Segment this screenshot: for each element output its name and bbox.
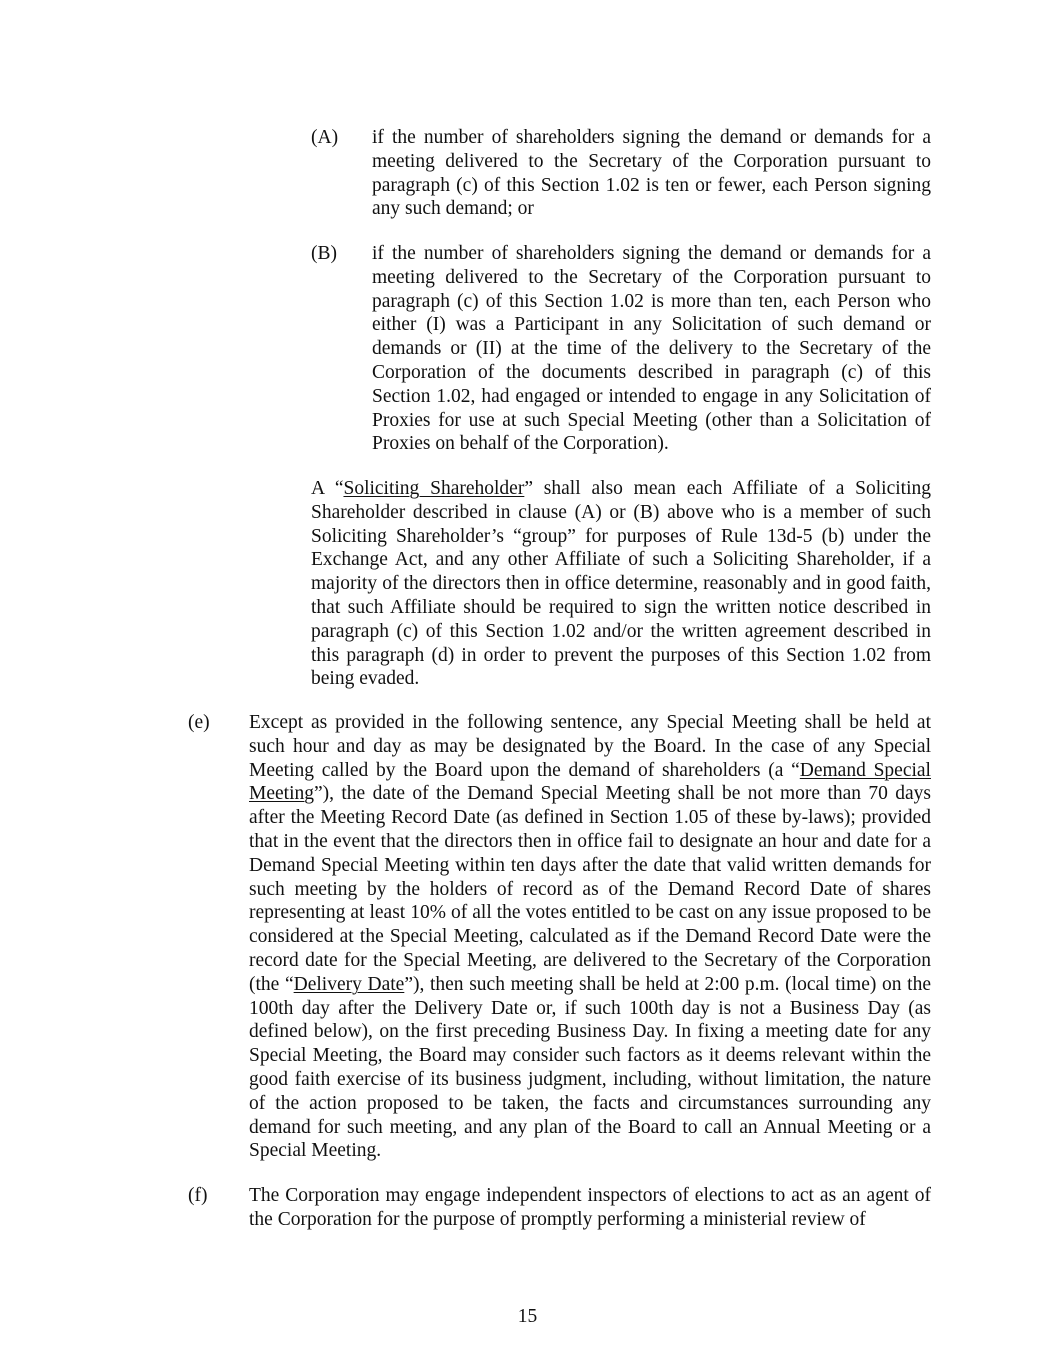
clause-a-text: if the number of shareholders signing the demand or demands for a meeting delivered to the Secretary of the Corporation pursuant to paragraph (c) of this Section 1.02 is ten or fewer, each Person signing any such demand; or bbox=[372, 127, 931, 220]
clause-b-label: (B) bbox=[311, 243, 337, 264]
page-number: 15 bbox=[517, 1306, 538, 1327]
paragraph-e-part2: ”), the date of the Demand Special Meeting shall be not more than 70 days after the Meeting Record Date (as defined in Section 1.05 of these by-laws); provided that in the event that the directors then in office fail to designate an hour and date for a Demand Special Meeting within ten days after the date that valid written demands for such meeting by the holders of record as of the Demand Record Date of shares representing at least 10% of all the votes entitled to be cast on any issue proposed to be considered at the Special Meeting, calculated as if the Demand Record Date were the record date for the Special Meeting, are delivered to the Secretary of the Corporation (the “ bbox=[249, 783, 931, 995]
defined-term-delivery-date: Delivery Date bbox=[293, 973, 405, 995]
soliciting-shareholder-paragraph bbox=[311, 477, 931, 691]
paragraph-f-label: (f) bbox=[188, 1185, 208, 1206]
paragraph-e-part3: ”), then such meeting shall be held at 2:00 p.m. (local time) on the 100th day after the Delivery Date or, if such 100th day is not a Business Day (as defined below), on the first preceding Business Day. In fixing a meeting date for any Special Meeting, the Board may consider such factors as it deems relevant within the good faith exercise of its business judgment, including, without limitation, the nature of the action proposed to be taken, the facts and circumstances surrounding any demand for such meeting, and any plan of the Board to call an Annual Meeting or a Special Meeting. bbox=[249, 973, 931, 1162]
paragraph-f-text: The Corporation may engage independent inspectors of elections to act as an agent of the Corporation for the purpose of promptly performing a ministerial review of bbox=[249, 1185, 931, 1230]
clause-b-text: if the number of shareholders signing the demand or demands for a meeting delivered to the Secretary of the Corporation pursuant to paragraph (c) of this Section 1.02 is more than ten, each Person who either (I) was a Participant in any Solicitation of such demand or demands or (II) at the time of the delivery to the Secretary of the Corporation of the documents described in paragraph (c) of this Section 1.02, had engaged or intended to engage in any Solicitation of Proxies for use at such Special Meeting (other than a Solicitation of Proxies on behalf of the Corporation). bbox=[372, 243, 931, 455]
paragraph-e-part1: Except as provided in the following sentence, any Special Meeting shall be held at such hour and day as may be designated by the Board. In the case of any Special Meeting called by the Board upon the demand of shareholders (a “ bbox=[249, 712, 931, 781]
defined-term-soliciting-shareholder: Soliciting Shareholder bbox=[343, 478, 525, 499]
soliciting-rest: ” shall also mean each Affiliate of a Soliciting Shareholder described in clause (A) or (B) above who is a member of such Soliciting Shareholder’s “group” for purposes of Rule 13d-5 (b) under the Exchange Act, and any other Affiliate of such a Soliciting Shareholder, if a majority of the directors then in office determine, reasonably and in good faith, that such Affiliate should be required to sign the written notice described in paragraph (c) of this Section 1.02 and/or the written agreement described in this paragraph (d) in order to prevent the purposes of this Section 1.02 from being evaded. bbox=[311, 478, 931, 690]
paragraph-e-text bbox=[249, 711, 931, 1163]
paragraph-e-label: (e) bbox=[188, 712, 210, 733]
clause-a-label: (A) bbox=[311, 127, 339, 148]
soliciting-prefix: A “ bbox=[311, 478, 344, 499]
defined-term-demand-special-meeting: Demand Special Meeting bbox=[249, 759, 931, 805]
